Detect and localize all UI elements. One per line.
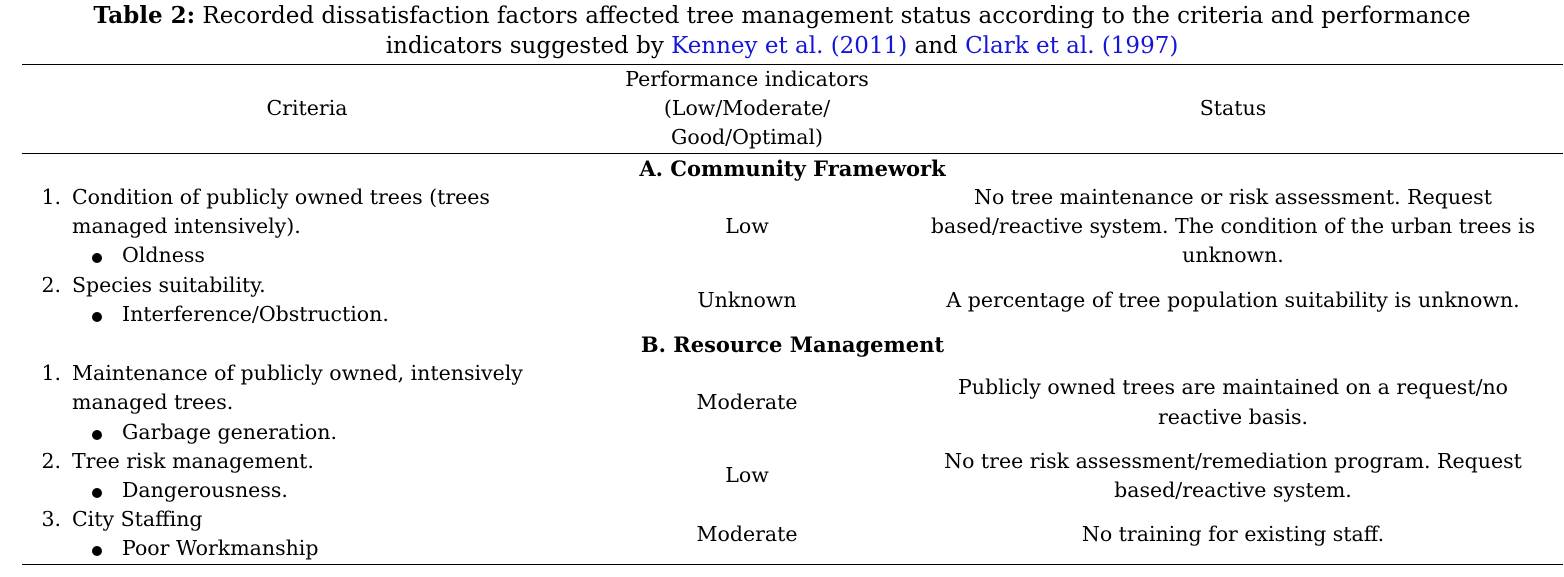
indicator-value: Moderate: [696, 522, 798, 546]
bullet-icon: [92, 546, 102, 556]
bullet-icon: [92, 312, 102, 322]
status-text: No tree maintenance or risk assessment. Request: [974, 185, 1492, 209]
citation-link-kenney[interactable]: Kenney et al. (2011): [671, 33, 908, 59]
indicator-value: Moderate: [696, 390, 798, 414]
row-number: 1.: [41, 361, 61, 385]
criterion-text: City Staffing: [72, 507, 203, 531]
header-performance-line-2: (Low/Moderate/: [663, 96, 831, 120]
citation-link-clark[interactable]: Clark et al. (1997): [965, 33, 1179, 59]
row-number: 3.: [41, 507, 61, 531]
indicator-value: Unknown: [697, 288, 797, 312]
header-status: Status: [1199, 96, 1267, 120]
section-title-resource-management: B. Resource Management: [640, 332, 945, 357]
bullet-icon: [92, 430, 102, 440]
header-performance-line-1: Performance indicators: [625, 67, 869, 91]
criterion-text: Maintenance of publicly owned, intensively: [72, 361, 523, 385]
bullet-text: Poor Workmanship: [122, 536, 319, 560]
bullet-text: Oldness: [122, 243, 205, 267]
status-text: A percentage of tree population suitability is unknown.: [946, 288, 1520, 312]
criterion-text: Species suitability.: [72, 273, 266, 297]
status-text: No tree risk assessment/remediation program. Request: [944, 449, 1522, 473]
bullet-text: Garbage generation.: [122, 420, 337, 444]
criterion-text: Tree risk management.: [72, 449, 314, 473]
status-text: based/reactive system.: [1114, 478, 1352, 502]
caption-text-2: indicators suggested by: [385, 33, 672, 59]
bullet-text: Dangerousness.: [122, 478, 288, 502]
indicator-value: Low: [725, 214, 769, 238]
status-text: based/reactive system. The condition of the urban trees is: [930, 214, 1536, 238]
status-text: No training for existing staff.: [1081, 522, 1385, 546]
header-performance-line-3: Good/Optimal): [670, 125, 824, 149]
bullet-text: Interference/Obstruction.: [122, 302, 389, 326]
indicator-value: Low: [725, 463, 769, 487]
status-text: reactive basis.: [1157, 405, 1309, 429]
row-number: 2.: [41, 273, 61, 297]
criterion-text: managed intensively).: [72, 214, 301, 238]
status-text: unknown.: [1182, 243, 1284, 267]
status-text: Publicly owned trees are maintained on a request/no: [957, 375, 1509, 399]
header-criteria: Criteria: [266, 96, 348, 120]
caption-text-3: and: [907, 33, 966, 59]
table-bottom-rule: [22, 564, 1563, 565]
criterion-text: Condition of publicly owned trees (trees: [72, 185, 490, 209]
bullet-icon: [92, 488, 102, 498]
caption-line-1: [0, 1, 1564, 31]
row-number: 1.: [41, 185, 61, 209]
caption-label: Table 2:: [93, 2, 196, 29]
row-number: 2.: [41, 449, 61, 473]
section-title-community-framework: A. Community Framework: [639, 156, 946, 181]
caption-text-1: Recorded dissatisfaction factors affected tree management status according to the criteria and performance: [195, 3, 1471, 29]
bullet-icon: [92, 253, 102, 263]
caption-line-2: [0, 31, 1564, 61]
table-caption: [0, 0, 1564, 61]
criterion-text: managed trees.: [72, 390, 234, 414]
